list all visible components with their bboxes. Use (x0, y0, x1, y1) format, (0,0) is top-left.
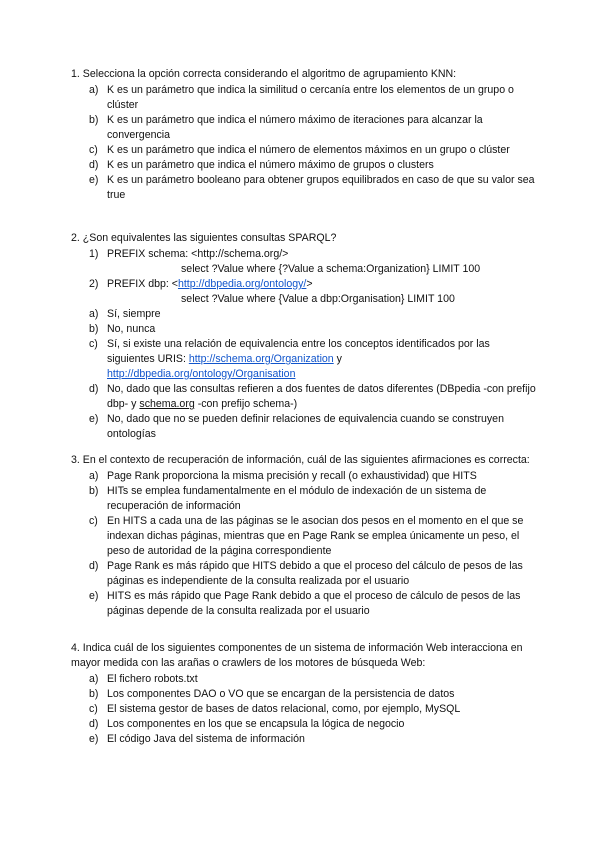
option-text: K es un parámetro que indica el número de elementos máximos en un grupo o clúster (107, 144, 510, 156)
option-label: a) (89, 84, 99, 96)
query-2 (71, 277, 536, 292)
option-label: d) (89, 383, 99, 395)
option-label: e) (89, 174, 99, 186)
option-e (71, 173, 536, 203)
option-a (71, 672, 536, 687)
option-b (71, 113, 536, 143)
option-text: K es un parámetro booleano para obtener grupos equilibrados en caso de que su valor sea true (107, 174, 535, 201)
option-label: c) (89, 338, 98, 350)
option-list (71, 83, 536, 203)
option-a (71, 469, 536, 484)
query-prefix: PREFIX dbp: < (107, 278, 178, 290)
option-list (71, 469, 536, 619)
option-text: Sí, si existe una relación de equivalencia entre los conceptos identificados por las siguientes URIS: (107, 338, 490, 365)
option-text: HITS es más rápido que Page Rank debido a que el proceso de cálculo de pesos de las páginas depende de la consulta realizada por el usuario (107, 590, 521, 617)
option-label: b) (89, 114, 99, 126)
question-stem: 1. Selecciona la opción correcta considerando el algoritmo de agrupamiento KNN: (71, 68, 457, 80)
option-list (71, 672, 536, 747)
option-text: Los componentes en los que se encapsula la lógica de negocio (107, 718, 405, 730)
option-label: c) (89, 515, 98, 527)
query-label: 1) (89, 248, 99, 260)
option-label: c) (89, 144, 98, 156)
option-text: K es un parámetro que indica el número máximo de iteraciones para alcanzar la convergencia (107, 114, 483, 141)
option-list (71, 307, 536, 442)
query-list (71, 247, 536, 307)
query-1-select: select ?Value where {?Value a schema:Organization} LIMIT 100 (181, 263, 481, 275)
option-text: K es un parámetro que indica el número máximo de grupos o clusters (107, 159, 434, 171)
question-1 (71, 67, 536, 203)
query-prefix-end: > (306, 278, 313, 290)
dbpedia-ontology-link[interactable]: http://dbpedia.org/ontology/ (177, 278, 307, 290)
option-c (71, 514, 536, 559)
option-text: No, nunca (107, 323, 156, 335)
option-label: d) (89, 159, 99, 171)
option-label: c) (89, 703, 98, 715)
option-text: No, dado que no se pueden definir relaciones de equivalencia cuando se construyen ontologías (107, 413, 504, 440)
option-text: El fichero robots.txt (107, 673, 198, 685)
option-text-mid: y (333, 353, 342, 365)
option-c (71, 702, 536, 717)
option-label: a) (89, 470, 99, 482)
option-label: b) (89, 323, 99, 335)
option-label: e) (89, 413, 99, 425)
option-a (71, 307, 536, 322)
option-b (71, 322, 536, 337)
option-e (71, 589, 536, 619)
option-text: HITs se emplea fundamentalmente en el módulo de indexación de un sistema de recuperación de información (107, 485, 487, 512)
option-label: a) (89, 308, 99, 320)
query-label: 2) (89, 278, 99, 290)
question-2 (71, 231, 536, 442)
option-text: No, dado que las consultas refieren a dos fuentes de datos diferentes (DBpedia -con prefijo dbp- y (107, 383, 536, 410)
question-stem: 4. Indica cuál de los siguientes componentes de un sistema de información Web interacciona en mayor medida con las arañas o crawlers de los motores de búsqueda Web: (71, 642, 523, 669)
option-text: Page Rank proporciona la misma precisión y recall (o exhaustividad) que HITS (107, 470, 477, 482)
option-e (71, 732, 536, 747)
query-2-select: select ?Value where {Value a dbp:Organisation} LIMIT 100 (181, 293, 455, 305)
option-label: b) (89, 688, 99, 700)
option-label: d) (89, 718, 99, 730)
option-b (71, 484, 536, 514)
query-prefix: PREFIX schema: <http://schema.org/> (107, 248, 289, 260)
schema-org-text: schema.org (139, 398, 195, 410)
option-label: e) (89, 590, 99, 602)
option-d (71, 158, 536, 173)
option-text: Page Rank es más rápido que HITS debido a que el proceso del cálculo de pesos de las páginas es independiente de la consulta realizada por el usuario (107, 560, 523, 587)
option-label: a) (89, 673, 99, 685)
question-stem: 3. En el contexto de recuperación de información, cuál de las siguientes afirmaciones es correcta: (71, 454, 530, 466)
option-b (71, 687, 536, 702)
option-label: b) (89, 485, 99, 497)
question-stem: 2. ¿Son equivalentes las siguientes consultas SPARQL? (71, 232, 337, 244)
question-3 (71, 453, 536, 619)
option-label: e) (89, 733, 99, 745)
option-text-end: -con prefijo schema-) (194, 398, 298, 410)
option-text: Sí, siempre (107, 308, 161, 320)
option-d (71, 559, 536, 589)
query-1 (71, 247, 536, 262)
option-d (71, 717, 536, 732)
option-text: K es un parámetro que indica la similitud o cercanía entre los elementos de un grupo o clúster (107, 84, 514, 111)
option-c (71, 143, 536, 158)
question-4 (71, 641, 536, 747)
option-label: d) (89, 560, 99, 572)
option-c (71, 337, 536, 382)
option-text: El sistema gestor de bases de datos relacional, como, por ejemplo, MySQL (107, 703, 461, 715)
dbpedia-organisation-link[interactable]: http://dbpedia.org/ontology/Organisation (107, 368, 296, 380)
option-e (71, 412, 536, 442)
option-text: En HITS a cada una de las páginas se le asocian dos pesos en el momento en el que se indexan dichas páginas, mientras que en Page Rank se emplea únicamente un peso, el peso de autoridad de la página correspondiente (107, 515, 524, 557)
option-d (71, 382, 536, 412)
option-text: El código Java del sistema de información (107, 733, 305, 745)
option-a (71, 83, 536, 113)
schema-organization-link[interactable]: http://schema.org/Organization (188, 353, 334, 365)
option-text: Los componentes DAO o VO que se encargan de la persistencia de datos (107, 688, 455, 700)
